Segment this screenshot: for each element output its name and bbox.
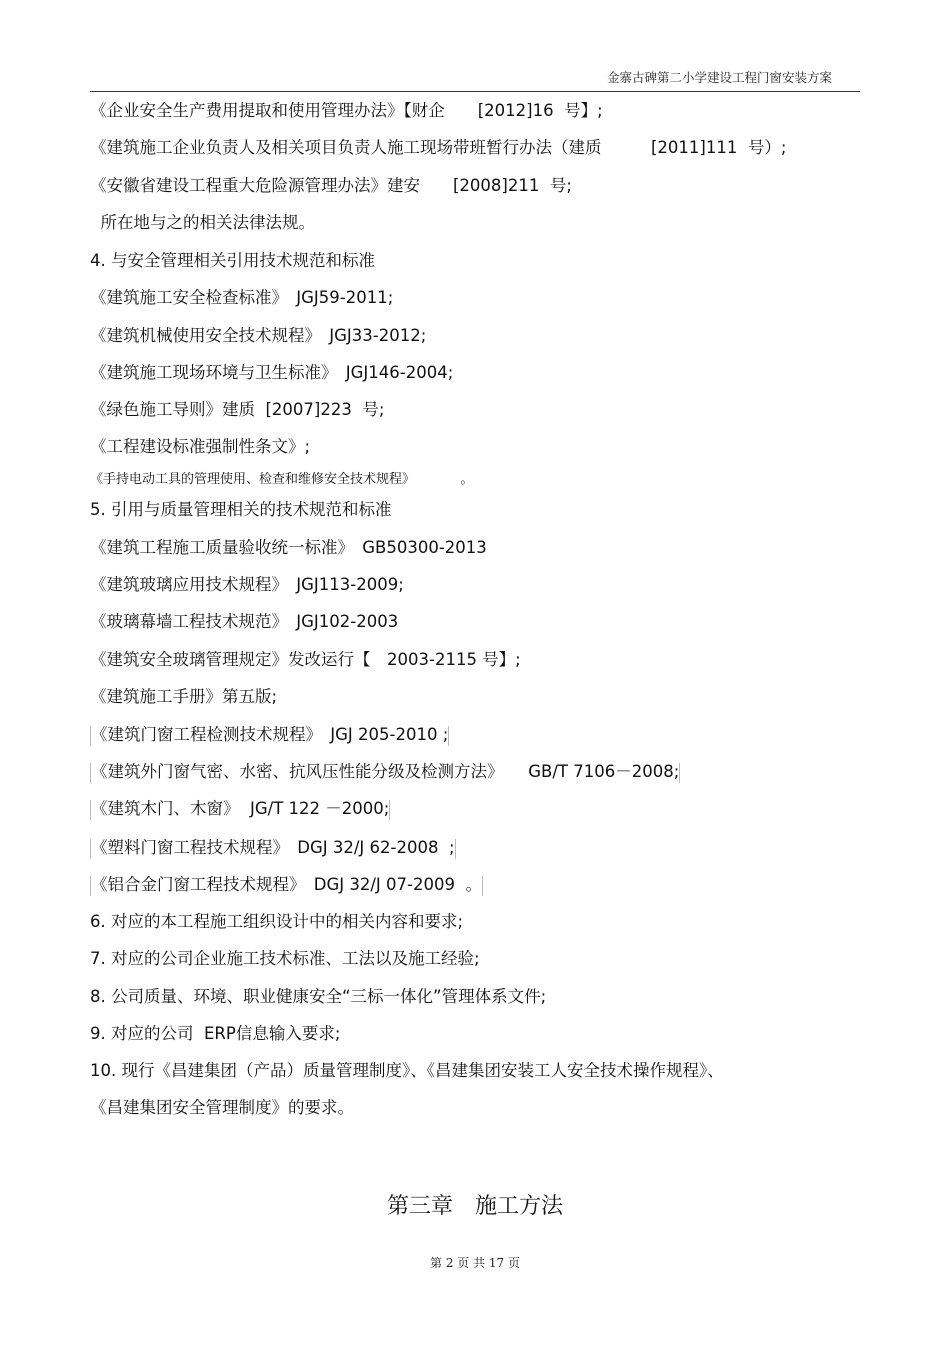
text-line: 《建筑施工企业负责人及相关项目负责人施工现场带班暂行办法（建质 [2011]111 号）;: [90, 138, 787, 157]
numbered-item: 8. 公司质量、环境、职业健康安全“三标一体化”管理体系文件;: [90, 987, 547, 1006]
text-line: 《建筑外门窗气密、水密、抗风压性能分级及检测方法》 GB/T 7106－2008;: [91, 762, 680, 781]
text-line: 《建筑木门、木窗》 JG/T 122 －2000;: [91, 799, 390, 818]
text-line: 《工程建设标准强制性条文》;: [90, 437, 311, 456]
chapter-title: 第三章 施工方法: [386, 1194, 563, 1219]
bordered-text-line: [90, 725, 449, 746]
bordered-text-line: [90, 799, 390, 820]
text-line: 《安徽省建设工程重大危险源管理办法》建安 [2008]211 号;: [90, 176, 572, 195]
text-line: 《昌建集团安全管理制度》的要求。: [90, 1098, 354, 1117]
text-line: 《玻璃幕墙工程技术规范》 JGJ102-2003: [90, 612, 399, 631]
numbered-item: 7. 对应的公司企业施工技术标准、工法以及施工经验;: [90, 949, 480, 968]
text-line: 《建筑门窗工程检测技术规程》 JGJ 205-2010 ;: [91, 725, 449, 744]
numbered-item: 10. 现行《昌建集团（产品）质量管理制度》、《昌建集团安装工人安全技术操作规程》、: [90, 1061, 724, 1080]
cell-border: [455, 839, 456, 859]
text-line: 《手持电动工具的管理使用、检查和维修安全技术规程》 。: [90, 472, 474, 487]
text-line: 《建筑工程施工质量验收统一标准》 GB50300-2013: [90, 538, 487, 557]
text-line: 所在地与之的相关法律法规。: [90, 213, 315, 232]
bordered-text-line: [90, 838, 456, 859]
text-line: 《铝合金门窗工程技术规程》 DGJ 32/J 07-2009 。: [91, 875, 482, 894]
numbered-item: 9. 对应的公司 ERP信息输入要求;: [90, 1024, 341, 1043]
page-number: 第 2 页 共 17 页: [430, 1256, 520, 1270]
bordered-text-line: [90, 875, 483, 896]
text-line: 《建筑玻璃应用技术规程》 JGJ113-2009;: [90, 575, 404, 594]
numbered-item: 6. 对应的本工程施工组织设计中的相关内容和要求;: [90, 912, 464, 931]
header-divider: [90, 91, 860, 92]
text-line: 《企业安全生产费用提取和使用管理办法》【财企 [2012]16 号】;: [90, 101, 603, 120]
header-title: 金寨古碑第二小学建设工程门窗安装方案: [606, 70, 832, 85]
text-line: 《建筑机械使用安全技术规程》 JGJ33-2012;: [90, 326, 427, 345]
cell-border: [389, 800, 390, 820]
section-heading: 4. 与安全管理相关引用技术规范和标准: [90, 251, 375, 270]
cell-border: [679, 763, 680, 783]
text-line: 《建筑施工安全检查标准》 JGJ59-2011;: [90, 288, 394, 307]
bordered-text-line: [90, 762, 680, 783]
cell-border: [482, 876, 483, 896]
text-line: 《建筑施工手册》第五版;: [90, 687, 278, 706]
text-line: 《建筑施工现场环境与卫生标准》 JGJ146-2004;: [90, 363, 454, 382]
text-line: 《绿色施工导则》建质 [2007]223 号;: [90, 400, 385, 419]
text-line: 《建筑安全玻璃管理规定》发改运行【 2003-2115 号】;: [90, 650, 521, 669]
text-line: 《塑料门窗工程技术规程》 DGJ 32/J 62-2008 ;: [91, 838, 455, 857]
cell-border: [448, 726, 449, 746]
section-heading: 5. 引用与质量管理相关的技术规范和标准: [90, 500, 392, 519]
